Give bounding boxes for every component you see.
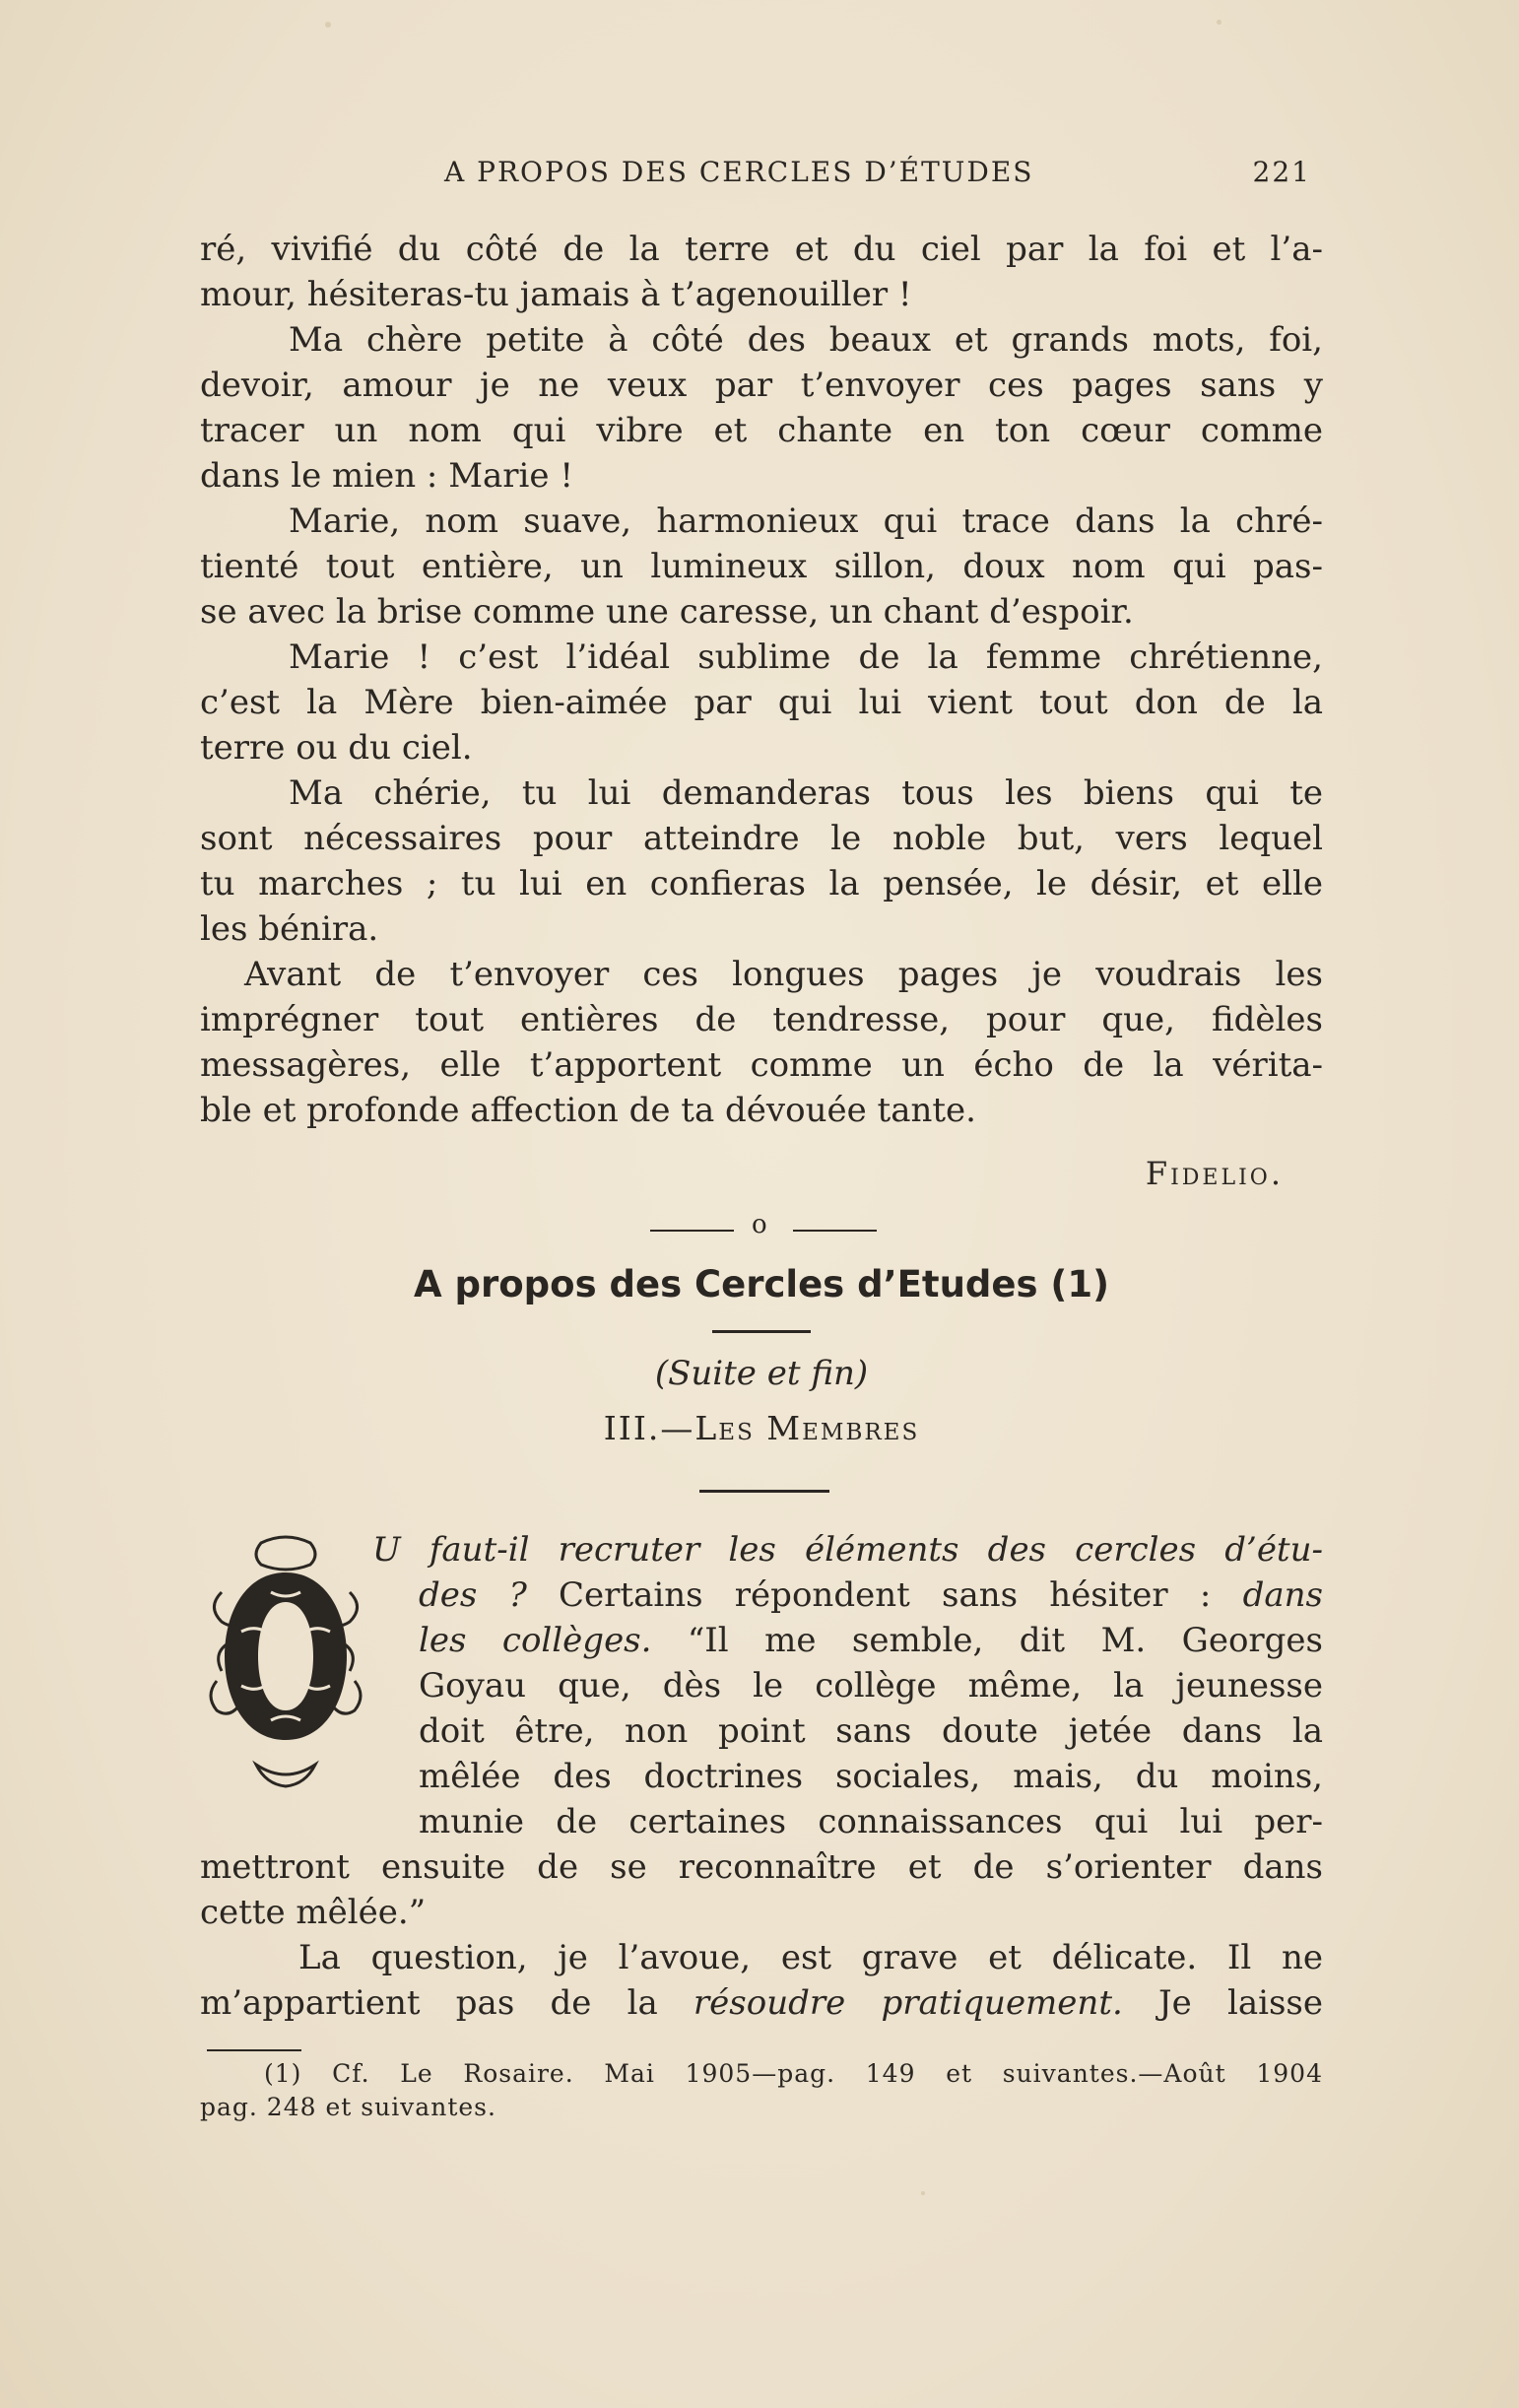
text-line: tu marches ; tu lui en confieras la pensée, le désir, et elle [200, 864, 1323, 903]
paragraph [200, 499, 1323, 635]
text-line: U faut-il recruter les éléments des cercles d’étu- [372, 1530, 1323, 1570]
paper-spot [1217, 20, 1222, 25]
text-line: munie de certaines connaissances qui lui per- [419, 1802, 1323, 1841]
text-italic: des ? [419, 1575, 527, 1615]
footnote-rule [207, 2049, 301, 2051]
paper-spot [921, 2191, 925, 2195]
text-line: se avec la brise comme une caresse, un chant d’espoir. [200, 592, 1134, 632]
text-line [200, 1980, 1323, 2026]
text-run: Certains répondent sans hésiter : [526, 1575, 1243, 1615]
paragraph [200, 952, 1323, 1133]
footnote [200, 2057, 1323, 2124]
text-line: Marie, nom suave, harmonieux qui trace dans la chré- [289, 502, 1323, 541]
text-line: c’est la Mère bien-aimée par qui lui vient tout don de la [200, 683, 1323, 722]
separator-glyph: o [752, 1210, 767, 1239]
text-run: “Il me semble, dit M. Georges [651, 1621, 1324, 1660]
text-line: imprégner tout entières de tendresse, pour que, fidèles [200, 1000, 1323, 1039]
page-number: 221 [1252, 156, 1311, 188]
text-line: dans le mien : Marie ! [200, 456, 573, 496]
text-line: les bénira. [200, 909, 379, 949]
text-line: doit être, non point sans doute jetée dans la [419, 1711, 1323, 1751]
text-run: Je laisse [1122, 1983, 1323, 2023]
text-line: mettront ensuite de se reconnaître et de s’orienter dans [200, 1847, 1323, 1887]
section-body [200, 1527, 1323, 2026]
signature: Fidelio. [1145, 1155, 1284, 1192]
text-line: La question, je l’avoue, est grave et délicate. Il ne [298, 1938, 1323, 1977]
paragraph [200, 227, 1323, 317]
paragraph [200, 635, 1323, 770]
paper-spot [325, 22, 331, 28]
separator-line [793, 1230, 877, 1232]
text-italic: les collèges. [419, 1621, 652, 1660]
footnote-line: pag. 248 et suivantes. [200, 2093, 496, 2121]
section-subtitle: (Suite et fin) [654, 1354, 869, 1393]
separator-line [650, 1230, 734, 1232]
letter-text [200, 227, 1323, 1133]
text-italic: dans [1242, 1575, 1323, 1615]
text-line: devoir, amour je ne veux par t’envoyer ces pages sans y [200, 366, 1323, 405]
text-line: Avant de t’envoyer ces longues pages je voudrais les [244, 955, 1323, 994]
part-heading: III.—Les Membres [603, 1409, 920, 1447]
text-line: sont nécessaires pour atteindre le noble but, vers lequel [200, 819, 1323, 858]
text-run: m’appartient pas de la [200, 1983, 693, 2023]
text-line: Goyau que, dès le collège même, la jeunesse [419, 1666, 1323, 1706]
text-line: mour, hésiteras-tu jamais à t’agenouiller ! [200, 275, 912, 314]
running-head [200, 156, 1323, 195]
text-line [200, 1618, 1323, 1663]
separator-ornament [650, 1210, 877, 1249]
paragraph [200, 770, 1323, 952]
text-line: terre ou du ciel. [200, 728, 473, 768]
section-title: A propos des Cercles d’Etudes (1) [414, 1263, 1109, 1305]
text-line: mêlée des doctrines sociales, mais, du moins, [419, 1757, 1323, 1796]
text-line: Marie ! c’est l’idéal sublime de la femme chrétienne, [289, 637, 1323, 677]
text-italic: résoudre pratiquement. [693, 1983, 1123, 2023]
paragraph [200, 317, 1323, 499]
title-rule [712, 1330, 811, 1333]
text-line: Ma chérie, tu lui demanderas tous les biens qui te [289, 773, 1323, 813]
text-line: tienté tout entière, un lumineux sillon, doux nom qui pas- [200, 547, 1323, 586]
running-head-title: A PROPOS DES CERCLES D’ÉTUDES [444, 156, 1034, 188]
text-line: cette mêlée.” [200, 1893, 427, 1932]
footnote-line: (1) Cf. Le Rosaire. Mai 1905—pag. 149 et suivantes.—Août 1904 [264, 2059, 1323, 2088]
text-line: messagères, elle t’apportent comme un écho de la vérita- [200, 1045, 1323, 1085]
text-line [200, 1572, 1323, 1618]
part-rule [699, 1490, 829, 1493]
text-line: ble et profonde affection de ta dévouée tante. [200, 1091, 976, 1130]
text-line: ré, vivifié du côté de la terre et du ciel par la foi et l’a- [200, 230, 1323, 269]
dropcap-letter: O [269, 1636, 302, 1681]
text-line: Ma chère petite à côté des beaux et grands mots, foi, [289, 320, 1323, 360]
text-line: tracer un nom qui vibre et chante en ton cœur comme [200, 411, 1323, 450]
